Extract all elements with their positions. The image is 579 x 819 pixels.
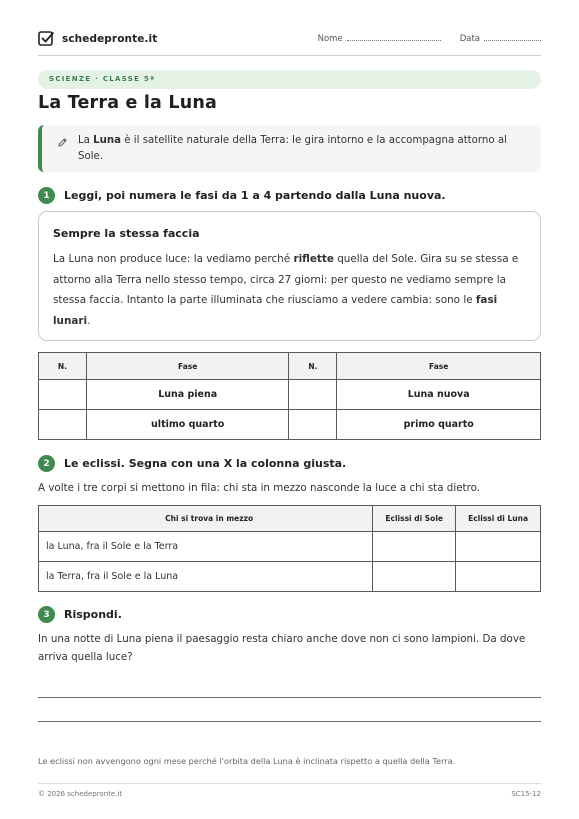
reading-box	[38, 211, 541, 341]
name-label: Nome	[317, 34, 343, 44]
column-header: N.	[289, 353, 337, 380]
number-answer-cell[interactable]	[289, 410, 337, 440]
column-header: Fase	[86, 353, 289, 380]
intro-text-start: La	[78, 135, 94, 146]
intro-box	[38, 125, 541, 172]
reading-part-1: La Luna non produce luce: la vediamo perché	[53, 253, 294, 265]
section-1-number: 1	[38, 187, 55, 204]
answer-line[interactable]	[38, 697, 541, 698]
sheet-code: SC15-12	[511, 790, 541, 798]
section-3-question: In una notte di Luna piena il paesaggio resta chiaro anche dove non ci sono lampioni. Da dove arriva quella luce?	[38, 633, 526, 663]
section-3-heading	[38, 606, 122, 623]
date-field[interactable]	[460, 33, 541, 44]
phase-cell: Luna nuova	[337, 380, 541, 410]
number-answer-cell[interactable]	[39, 380, 87, 410]
reading-title: Sempre la stessa faccia	[53, 227, 200, 240]
table-row	[39, 380, 541, 410]
phases-table	[38, 352, 541, 440]
copyright: © 2026 schedepronte.it	[38, 790, 123, 798]
footnote: Le eclissi non avvengono ogni mese perché l'orbita della Luna è inclinata rispetto a quella della Terra.	[38, 756, 456, 766]
column-header: Fase	[337, 353, 541, 380]
number-answer-cell[interactable]	[289, 380, 337, 410]
section-2-text: A volte i tre corpi si mettono in fila: chi sta in mezzo nasconde la luce a chi sta dietro.	[38, 482, 480, 494]
date-label: Data	[459, 34, 480, 44]
column-header: Eclissi di Luna	[456, 506, 541, 532]
date-blank[interactable]	[484, 33, 541, 41]
phase-cell: primo quarto	[337, 410, 541, 440]
section-2-title: Le eclissi. Segna con una X la colonna giusta.	[64, 457, 347, 470]
name-field[interactable]	[318, 33, 441, 44]
table-header-row	[39, 506, 541, 532]
name-blank[interactable]	[347, 33, 441, 41]
column-header: Chi si trova in mezzo	[39, 506, 373, 532]
section-3-title: Rispondi.	[64, 608, 122, 621]
intro-text-end: è il satellite naturale della Terra: le gira intorno e la accompagna attorno al Sole.	[78, 135, 507, 162]
subject-tag: SCIENZE · CLASSE 5ª	[38, 70, 541, 89]
reading-part-3: .	[87, 314, 91, 327]
phase-cell: Luna piena	[86, 380, 289, 410]
answer-cell[interactable]	[373, 562, 456, 592]
intro-text	[78, 133, 518, 165]
phase-cell: ultimo quarto	[86, 410, 289, 440]
reading-keyword-2: fasi lunari	[53, 294, 498, 327]
eclipse-table	[38, 505, 541, 592]
site-name: schedepronte.it	[62, 32, 158, 45]
checkbox-logo-icon	[38, 30, 55, 47]
section-1-heading	[38, 187, 446, 204]
student-fields	[318, 33, 541, 44]
reading-text	[53, 249, 523, 331]
footer-divider	[38, 783, 541, 784]
situation-cell: la Terra, fra il Sole e la Luna	[39, 562, 373, 592]
table-row	[39, 562, 541, 592]
pencil-icon	[57, 137, 68, 148]
answer-cell[interactable]	[456, 532, 541, 562]
page-title: La Terra e la Luna	[38, 93, 218, 113]
column-header: N.	[39, 353, 87, 380]
table-header-row	[39, 353, 541, 380]
section-2-heading	[38, 455, 346, 472]
section-1-title: Leggi, poi numera le fasi da 1 a 4 partendo dalla Luna nuova.	[64, 189, 446, 202]
answer-cell[interactable]	[456, 562, 541, 592]
intro-keyword: Luna	[93, 135, 122, 146]
section-3-number: 3	[38, 606, 55, 623]
answer-cell[interactable]	[373, 532, 456, 562]
number-answer-cell[interactable]	[39, 410, 87, 440]
situation-cell: la Luna, fra il Sole e la Terra	[39, 532, 373, 562]
reading-keyword-1: riflette	[293, 253, 334, 265]
site-logo[interactable]	[38, 30, 157, 47]
reading-part-2: quella del Sole. Gira su se stessa e attorno alla Terra nello stesso tempo, circa 27 giorni: per questo ne vediamo sempre la stessa faccia. Intanto la parte illuminata che riusciamo a vedere cambia: sono le	[53, 253, 519, 306]
answer-line[interactable]	[38, 721, 541, 722]
section-2-number: 2	[38, 455, 55, 472]
column-header: Eclissi di Sole	[373, 506, 456, 532]
table-row	[39, 532, 541, 562]
table-row	[39, 410, 541, 440]
page-header	[38, 30, 541, 56]
